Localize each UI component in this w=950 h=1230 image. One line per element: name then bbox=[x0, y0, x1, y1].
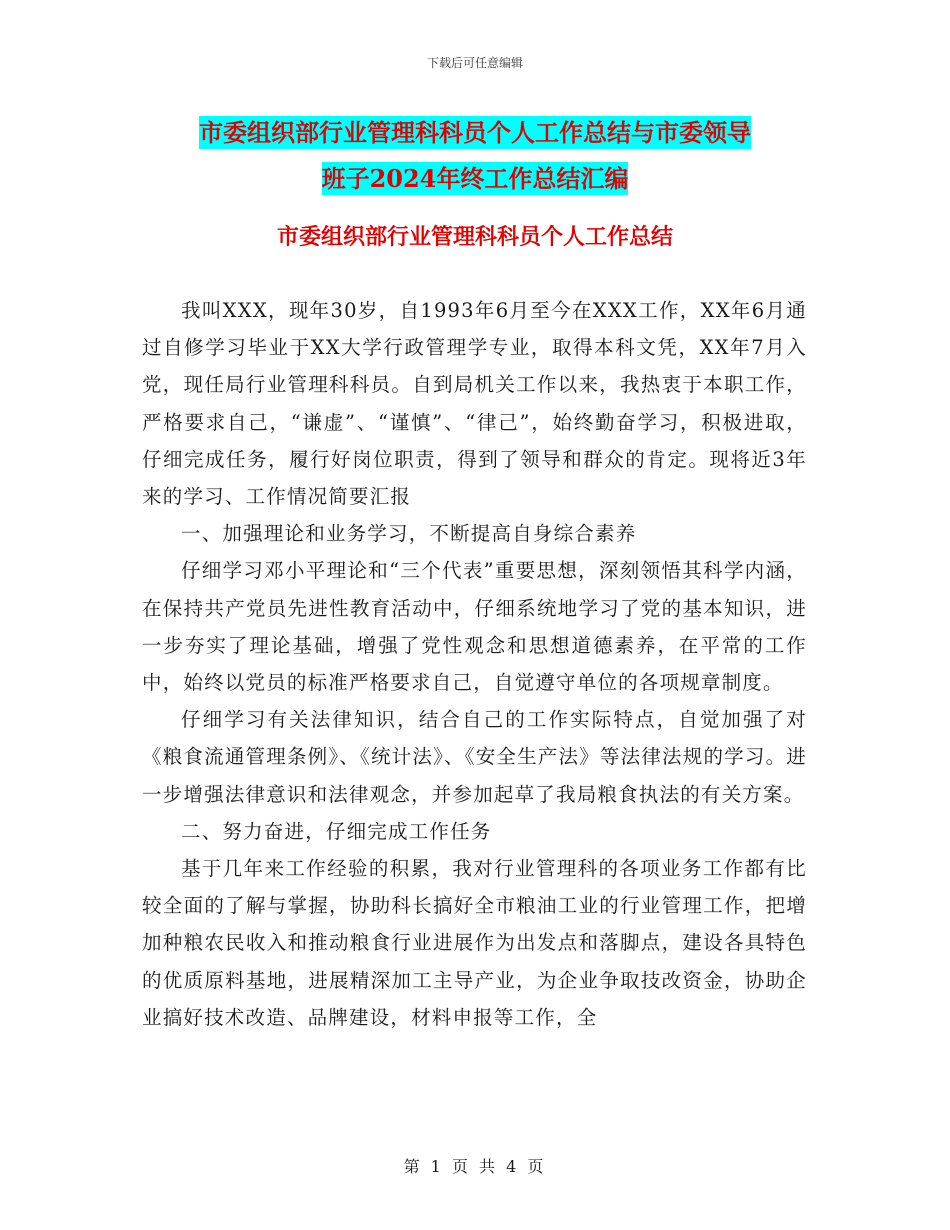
page-header: 下载后可任意编辑 bbox=[426, 56, 523, 70]
paragraph: 我叫XXX，现年30岁，自1993年6月至今在XXX工作，XX年6月通过自修学习毕业于XX大学行政管理学专业，取得本科文凭，XX年7月入党，现任局行业管理科科员。自到局机关工作以来，我热衷于本职工作，严格要求自己，“谦虚”、“谨慎”、“律己”，始终勤奋学习，积极进取，仔细完成任务，履行好岗位职责，得到了领导和群众的肯定。现将近3年来的学习、工作情况简要汇报 bbox=[142, 299, 807, 509]
subheading: 一、加强理论和业务学习，不断提高自身综合素养 bbox=[181, 522, 637, 546]
document-title-line-1: 市委组织部行业管理科科员个人工作总结与市委领导 bbox=[199, 118, 751, 147]
section-title: 市委组织部行业管理科科员个人工作总结 bbox=[276, 224, 673, 250]
paragraph: 仔细学习有关法律知识，结合自己的工作实际特点，自觉加强了对《粮食流通管理条例》、《统计法》、《安全生产法》等法律法规的学习。进一步增强法律意识和法律观念，并参加起草了我局粮食执法的有关方案。 bbox=[142, 708, 807, 806]
document-title bbox=[0, 110, 950, 202]
document-title-line-2: 班子2024年终工作总结汇编 bbox=[321, 164, 629, 193]
page-footer: 第 1 页 共 4 页 bbox=[403, 1157, 547, 1176]
paragraph: 基于几年来工作经验的积累，我对行业管理科的各项业务工作都有比较全面的了解与掌握，协助科长搞好全市粮油工业的行业管理工作，把增加种粮农民收入和推动粮食行业进展作为出发点和落脚点，建设各具特色的优质原料基地，进展精深加工主导产业，为企业争取技改资金，协助企业搞好技术改造、品牌建设，材料申报等工作，全 bbox=[142, 857, 807, 1029]
subheading: 二、努力奋进，仔细完成工作任务 bbox=[181, 819, 492, 843]
document-body bbox=[142, 292, 807, 1036]
paragraph: 仔细学习邓小平理论和“三个代表”重要思想，深刻领悟其科学内涵，在保持共产党员先进性教育活动中，仔细系统地学习了党的基本知识，进一步夯实了理论基础，增强了党性观念和思想道德素养，在平常的工作中，始终以党员的标准严格要求自己，自觉遵守单位的各项规章制度。 bbox=[142, 559, 807, 695]
